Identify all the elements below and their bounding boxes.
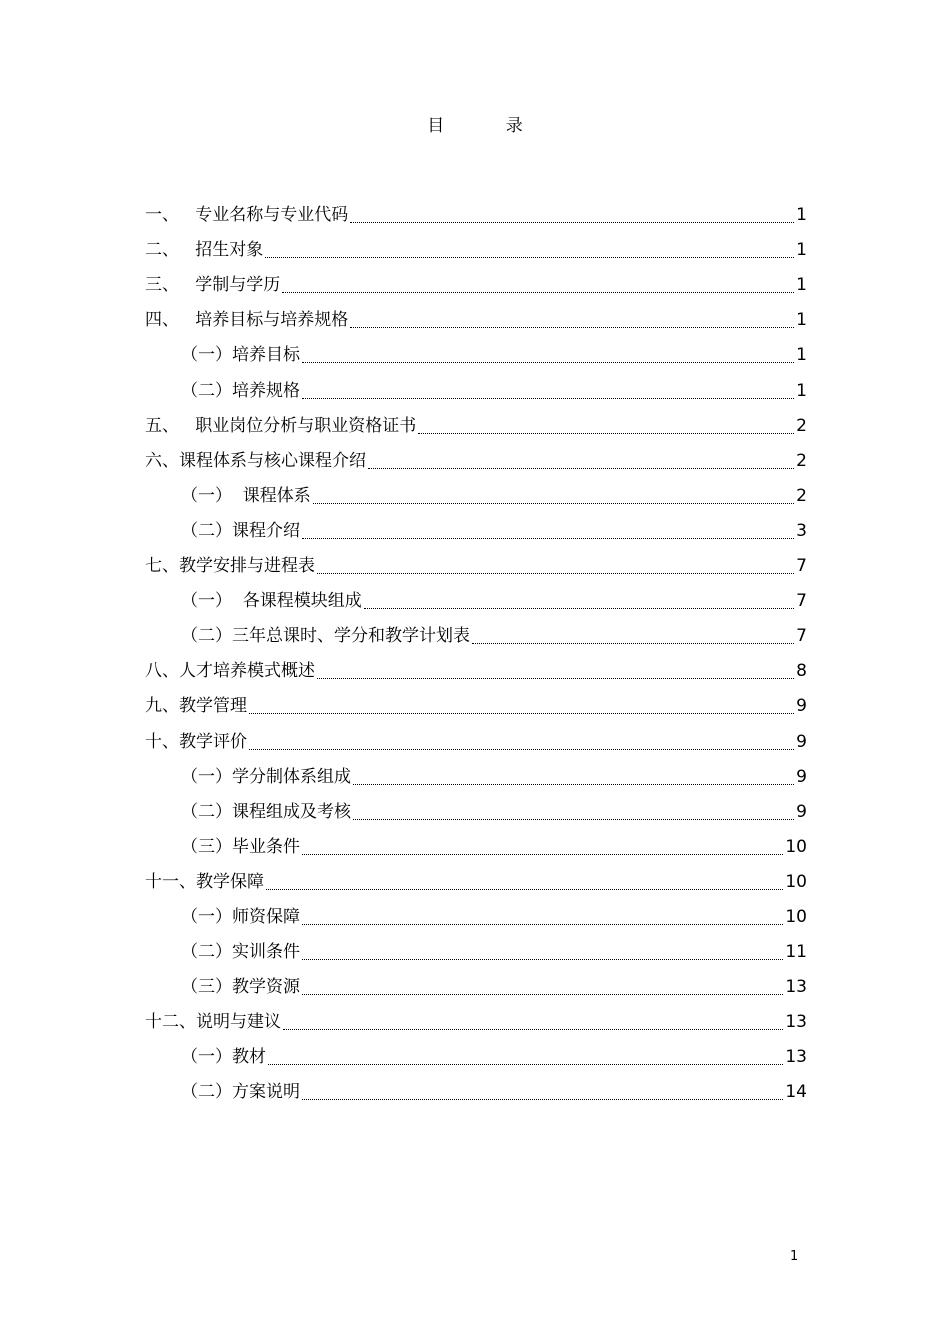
toc-entry-label: 七、教学安排与进程表	[145, 556, 315, 577]
toc-entry-label: 一、 专业名称与专业代码	[145, 205, 349, 226]
toc-entry[interactable]	[145, 968, 807, 1003]
dot-leader	[282, 292, 794, 293]
toc-entry[interactable]	[145, 828, 807, 863]
dot-leader	[353, 784, 794, 785]
dot-leader	[302, 1099, 783, 1100]
toc-entry[interactable]	[145, 301, 807, 336]
toc-entry-label: （二）实训条件	[181, 942, 300, 963]
toc-entry-label: （一） 课程体系	[181, 485, 311, 506]
toc-entry-label: 三、 学制与学历	[145, 275, 281, 296]
dot-leader	[364, 608, 794, 609]
toc-entry-label: （二）三年总课时、学分和教学计划表	[181, 626, 470, 647]
toc-entry[interactable]	[145, 547, 807, 582]
toc-entry-page: 1	[796, 380, 807, 401]
table-of-contents	[145, 196, 807, 1108]
toc-entry[interactable]	[145, 371, 807, 406]
toc-entry-page: 1	[796, 240, 807, 261]
toc-entry[interactable]	[145, 898, 807, 933]
dot-leader	[266, 889, 783, 890]
toc-entry-page: 1	[796, 205, 807, 226]
toc-entry-page: 9	[796, 801, 807, 822]
dot-leader	[265, 257, 794, 258]
toc-entry-page: 9	[796, 696, 807, 717]
dot-leader	[350, 222, 794, 223]
dot-leader	[350, 327, 794, 328]
toc-entry-page: 7	[796, 591, 807, 612]
dot-leader	[302, 994, 783, 995]
toc-entry-page: 10	[785, 871, 807, 892]
toc-entry-label: （二）课程介绍	[181, 520, 300, 541]
toc-entry-label: （二）培养规格	[181, 380, 300, 401]
toc-entry-page: 1	[796, 310, 807, 331]
toc-entry[interactable]	[145, 336, 807, 371]
toc-entry-label: （一）教材	[181, 1047, 266, 1068]
toc-entry-page: 1	[796, 275, 807, 296]
toc-entry-page: 11	[785, 942, 807, 963]
dot-leader	[302, 362, 794, 363]
toc-entry[interactable]	[145, 582, 807, 617]
toc-entry-page: 13	[785, 1047, 807, 1068]
toc-entry-page: 2	[796, 485, 807, 506]
toc-entry-label: （一） 各课程模块组成	[181, 591, 362, 612]
toc-entry[interactable]	[145, 793, 807, 828]
toc-entry-label: （三）教学资源	[181, 977, 300, 998]
toc-entry-label: （一）学分制体系组成	[181, 766, 351, 787]
toc-entry[interactable]	[145, 863, 807, 898]
toc-entry-label: （二）方案说明	[181, 1082, 300, 1103]
dot-leader	[302, 959, 783, 960]
toc-entry-page: 2	[796, 415, 807, 436]
toc-entry-page: 13	[785, 1012, 807, 1033]
toc-entry-page: 7	[796, 556, 807, 577]
dot-leader	[249, 749, 794, 750]
dot-leader	[313, 503, 794, 504]
toc-entry[interactable]	[145, 652, 807, 687]
toc-entry-label: （一）培养目标	[181, 345, 300, 366]
dot-leader	[353, 819, 794, 820]
dot-leader	[268, 1064, 783, 1065]
toc-entry-page: 1	[796, 345, 807, 366]
dot-leader	[302, 924, 783, 925]
dot-leader	[302, 854, 783, 855]
toc-entry[interactable]	[145, 512, 807, 547]
dot-leader	[317, 678, 794, 679]
toc-entry-page: 2	[796, 450, 807, 471]
toc-entry[interactable]	[145, 687, 807, 722]
toc-entry-label: 十一、教学保障	[145, 871, 264, 892]
toc-entry-label: （三）毕业条件	[181, 836, 300, 857]
toc-entry-label: 五、 职业岗位分析与职业资格证书	[145, 415, 417, 436]
toc-entry[interactable]	[145, 442, 807, 477]
toc-entry[interactable]	[145, 722, 807, 757]
toc-entry-label: 四、 培养目标与培养规格	[145, 310, 349, 331]
dot-leader	[302, 538, 794, 539]
toc-entry-label: 六、课程体系与核心课程介绍	[145, 450, 366, 471]
toc-entry[interactable]	[145, 1038, 807, 1073]
toc-entry-page: 10	[785, 906, 807, 927]
dot-leader	[418, 433, 794, 434]
toc-entry[interactable]	[145, 1003, 807, 1038]
toc-entry[interactable]	[145, 1073, 807, 1108]
toc-entry-page: 10	[785, 836, 807, 857]
toc-entry[interactable]	[145, 933, 807, 968]
toc-entry-label: 九、教学管理	[145, 696, 247, 717]
toc-entry[interactable]	[145, 266, 807, 301]
toc-entry[interactable]	[145, 758, 807, 793]
toc-entry-page: 8	[796, 661, 807, 682]
toc-entry-label: 十二、说明与建议	[145, 1012, 281, 1033]
toc-title: 目 录	[427, 116, 551, 136]
toc-entry[interactable]	[145, 617, 807, 652]
toc-entry[interactable]	[145, 196, 807, 231]
toc-entry-label: 十、教学评价	[145, 731, 247, 752]
toc-entry-page: 9	[796, 766, 807, 787]
dot-leader	[283, 1029, 783, 1030]
toc-entry-page: 13	[785, 977, 807, 998]
toc-entry-page: 9	[796, 731, 807, 752]
toc-entry-page: 7	[796, 626, 807, 647]
toc-entry[interactable]	[145, 477, 807, 512]
toc-entry[interactable]	[145, 407, 807, 442]
dot-leader	[472, 643, 794, 644]
toc-entry-page: 14	[785, 1082, 807, 1103]
toc-entry-label: 二、 招生对象	[145, 240, 264, 261]
toc-entry-label: （二）课程组成及考核	[181, 801, 351, 822]
dot-leader	[249, 713, 794, 714]
dot-leader	[317, 573, 794, 574]
dot-leader	[368, 468, 794, 469]
toc-entry[interactable]	[145, 231, 807, 266]
toc-entry-label: 八、人才培养模式概述	[145, 661, 315, 682]
dot-leader	[302, 398, 794, 399]
page-number: 1	[790, 1249, 799, 1264]
toc-entry-page: 3	[796, 520, 807, 541]
toc-entry-label: （一）师资保障	[181, 906, 300, 927]
